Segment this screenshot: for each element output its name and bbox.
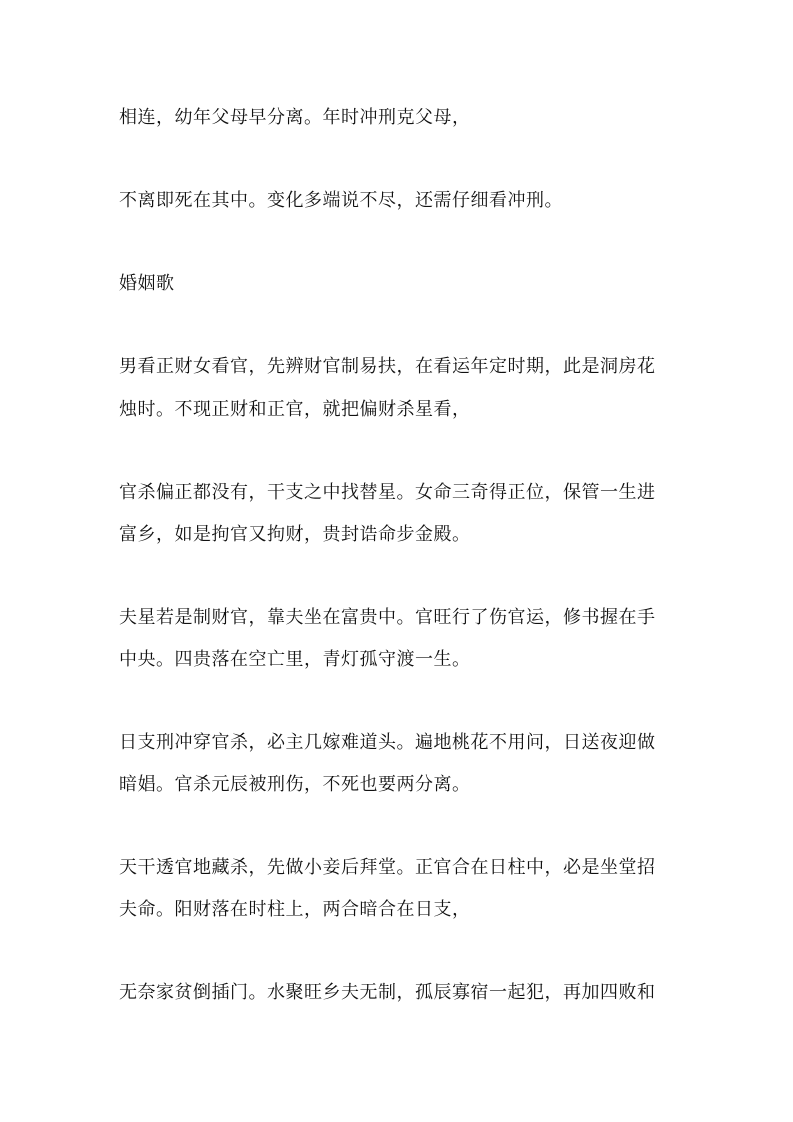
text-line: 中央。四贵落在空亡里，青灯孤守渡一生。 bbox=[119, 649, 471, 670]
text-line: 相连，幼年父母早分离。年时冲刑克父母， bbox=[119, 107, 471, 128]
text-line: 不离即死在其中。变化多端说不尽，还需仔细看冲刑。 bbox=[119, 190, 563, 211]
text-line: 日支刑冲穿官杀，必主几嫁难道头。遍地桃花不用问，日送夜迎做 bbox=[119, 732, 656, 753]
text-line: 富乡，如是拘官又拘财，贵封诰命步金殿。 bbox=[119, 524, 471, 545]
text-line: 暗娼。官杀元辰被刑伤，不死也要两分离。 bbox=[119, 774, 471, 795]
text-line: 烛时。不现正财和正官，就把偏财杀星看， bbox=[119, 399, 471, 420]
text-line: 无奈家贫倒插门。水聚旺乡夫无制，孤辰寡宿一起犯，再加四败和 bbox=[119, 982, 656, 1003]
text-line: 天干透官地藏杀，先做小妾后拜堂。正官合在日柱中，必是坐堂招 bbox=[119, 857, 656, 878]
text-line: 夫星若是制财官，靠夫坐在富贵中。官旺行了伤官运，修书握在手 bbox=[119, 607, 656, 628]
section-heading: 婚姻歌 bbox=[119, 273, 175, 294]
text-line: 夫命。阳财落在时柱上，两合暗合在日支， bbox=[119, 899, 471, 920]
text-line: 官杀偏正都没有，干支之中找替星。女命三奇得正位，保管一生进 bbox=[119, 482, 656, 503]
text-line: 男看正财女看官，先辨财官制易扶，在看运年定时期，此是洞房花 bbox=[119, 356, 656, 377]
